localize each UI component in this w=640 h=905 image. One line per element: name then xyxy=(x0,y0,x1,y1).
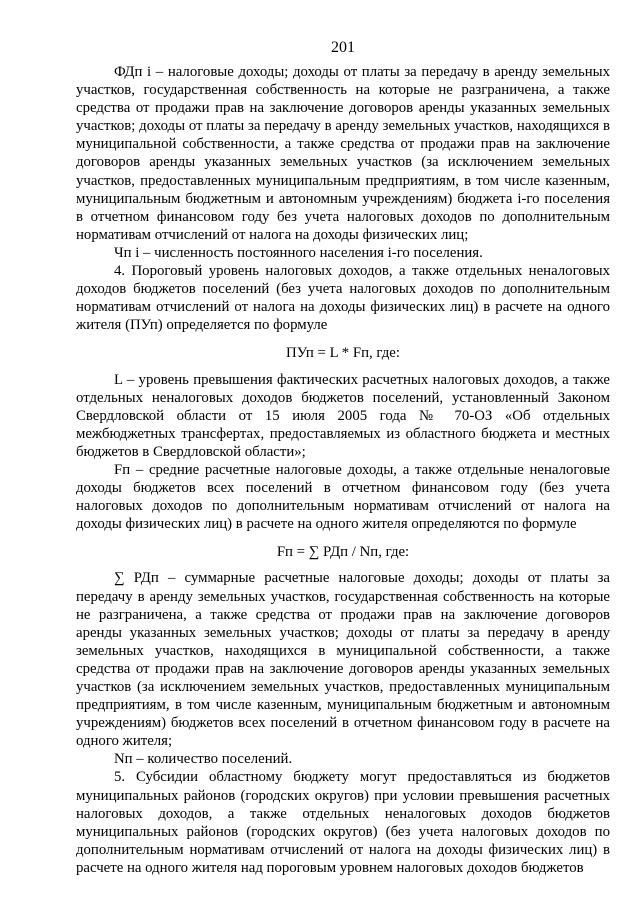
paragraph-fp-definition: Fп – средние расчетные налоговые доходы, а также отдельные неналоговые доходы бюджетов всех поселений в отчетном финансовом году (без учета налоговых доходов по дополнительным нормативам отчислений от налога на доходы физических лиц) в расчете на одного жителя определяются по формуле xyxy=(76,461,610,533)
paragraph-chp-definition: Чп i – численность постоянного населения i-го поселения. xyxy=(114,244,483,261)
page-number: 201 xyxy=(331,39,355,56)
paragraph-fdp-definition: ФДп i – налоговые доходы; доходы от платы за передачу в аренду земельных участков, государственная собственность на которые не разграничена, а также средства от продажи прав на заключение договоров аренды указанных земельных участков; доходы от платы за передачу в аренду земельных участков, находящихся в муниципальной собственности, а также средства от продажи прав на заключение договоров аренды указанных земельных участков (за исключением земельных участков, предоставленных муниципальным предприятиям, в том числе казенным, муниципальным бюджетным и автономным учреждениям) бюджета i-го поселения в отчетном финансовом году без учета налоговых доходов по дополнительным нормативам отчислений от налога на доходы физических лиц; xyxy=(76,64,610,243)
paragraph-item-4: 4. Пороговый уровень налоговых доходов, а также отдельных неналоговых доходов бюджетов поселений (без учета налоговых доходов по дополнительным нормативам отчислений от налога на доходы физических лиц) в расчете на одного жителя (ПУп) определяется по формуле xyxy=(76,263,610,334)
paragraph-np-definition: Nп – количество поселений. xyxy=(114,751,293,768)
paragraph-sum-rdp-definition: ∑ РДп – суммарные расчетные налоговые доходы; доходы от платы за передачу в аренду земельных участков, государственная собственность на которые не разграничена, а также средства от продажи прав на заключение договоров аренды указанных земельных участков; доходы от платы за передачу в аренду земельных участков, находящихся в муниципальной собственности, а также средства от продажи прав на заключение договоров аренды указанных земельных участков (за исключением земельных участков, предоставленных муниципальным предприятиям, в том числе казенным, муниципальным бюджетным и автономным учреждениям) бюджетов всех поселений в отчетном финансовом году в расчете на одного жителя; xyxy=(76,570,610,750)
paragraph-l-definition: L – уровень превышения фактических расчетных налоговых доходов, а также отдельных неналоговых доходов бюджетов поселений, установленный Законом Свердловской области от 15 июля 2005 года № 70-ОЗ «Об отдельных межбюджетных трансфертах, предоставляемых из областного бюджета и местных бюджетов в Свердловской области»; xyxy=(76,371,610,460)
formula-pup: ПУп = L * Fп, где: xyxy=(286,345,400,362)
formula-fp: Fп = ∑ РДп / Nп, где: xyxy=(276,544,410,561)
document-page xyxy=(76,38,610,877)
paragraph-item-5: 5. Субсидии областному бюджету могут предоставляться из бюджетов муниципальных районов (городских округов) при условии превышения расчетных налоговых доходов, а также отдельных неналоговых доходов бюджетов муниципальных районов (городских округов) (без учета налоговых доходов по дополнительным нормативам отчислений от налога на доходы физических лиц) в расчете на одного жителя над пороговым уровнем налоговых доходов бюджетов xyxy=(76,769,610,876)
